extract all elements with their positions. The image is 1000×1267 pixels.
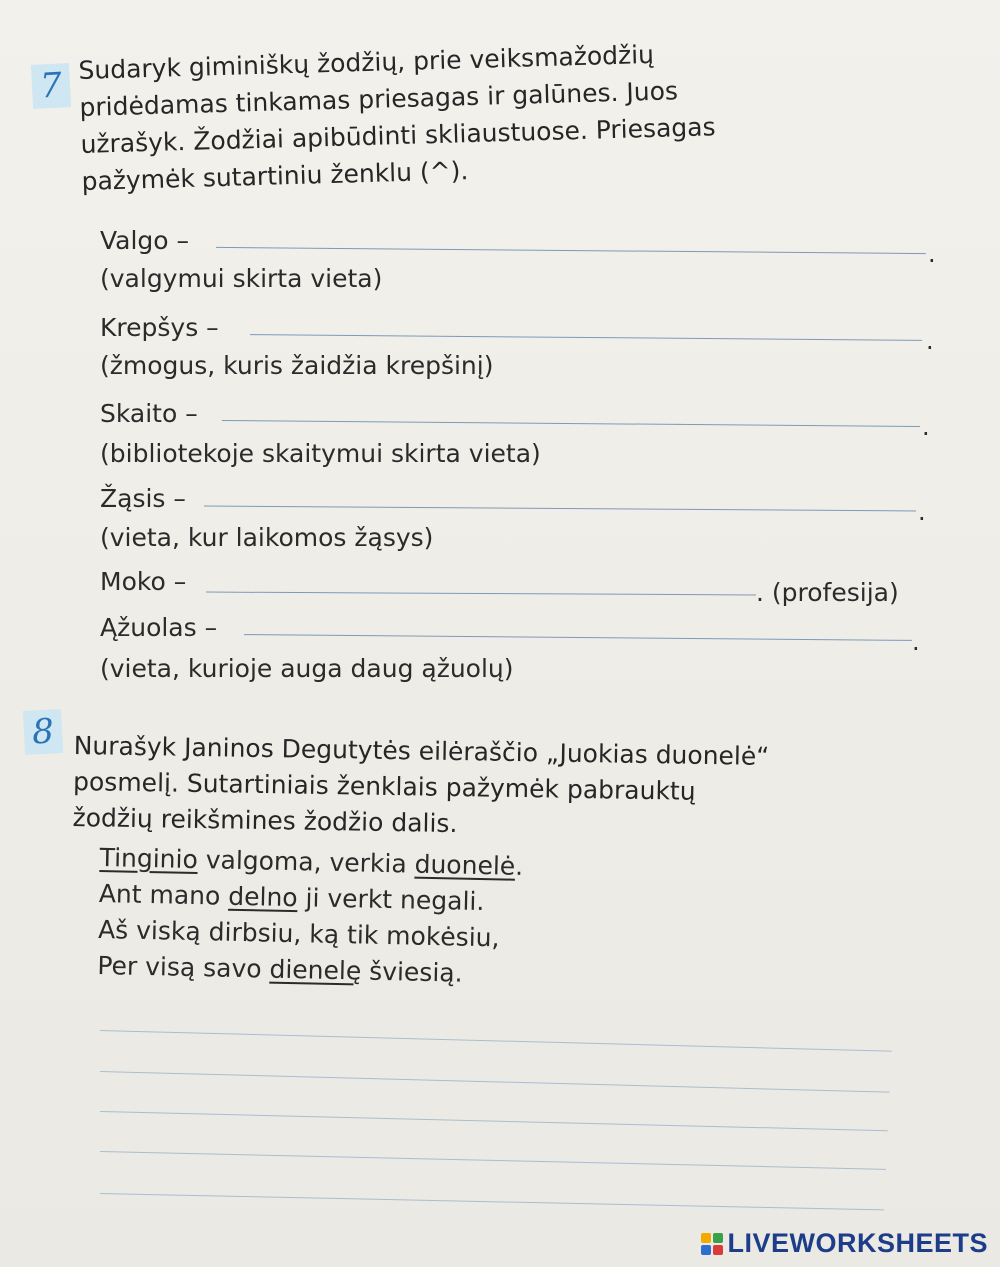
task-8-line-1: Nurašyk Janinos Degutytės eilėraščio „Juokias duonelė“ [73, 730, 770, 771]
item-valgo-answer-line[interactable] [216, 247, 926, 254]
item-azuolas-answer-line[interactable] [244, 634, 912, 641]
task-7-instructions [78, 34, 717, 200]
item-krepsys-answer-line[interactable] [250, 334, 922, 341]
item-moko-answer-line[interactable] [206, 592, 756, 596]
period: . [922, 413, 930, 441]
item-azuolas-hint: (vieta, kurioje auga daug ąžuolų) [100, 654, 514, 683]
item-krepsys-hint: (žmogus, kuris žaidžia krepšinį) [100, 351, 494, 380]
logo-mark-icon [701, 1233, 723, 1255]
period: . [926, 327, 934, 355]
task-8-instructions [72, 728, 769, 847]
logo-text: LIVEWORKSHEETS [727, 1228, 988, 1258]
task-7-line-2: pridėdamas tinkamas priesagas ir galūnes. Juos [79, 76, 679, 122]
item-valgo-hint: (valgymui skirta vieta) [100, 264, 383, 293]
writing-line[interactable] [100, 1071, 890, 1093]
writing-line[interactable] [100, 1151, 886, 1170]
period: . [918, 498, 926, 526]
poem [97, 840, 524, 993]
task-8-line-2: posmelį. Sutartiniais ženklais pažymėk pabrauktų [72, 766, 696, 806]
poem-line-2: Ant mano delno ji verkt negali. [98, 878, 485, 917]
poem-underlined-word: duonelė [414, 849, 516, 881]
task-7-line-3: užrašyk. Žodžiai apibūdinti skliaustuose. Priesagas [80, 112, 716, 159]
writing-line[interactable] [100, 1030, 892, 1052]
item-valgo-word: Valgo – [100, 226, 190, 255]
poem-underlined-word: dienelę [269, 954, 362, 986]
liveworksheets-logo [701, 1228, 988, 1259]
poem-line-4: Per visą savo dienelę šviesią. [97, 950, 463, 988]
task-8-line-3: žodžių reikšmines žodžio dalis. [72, 802, 458, 839]
item-skaito-answer-line[interactable] [222, 420, 920, 427]
item-moko-hint-wrap: . (profesija) [756, 578, 899, 607]
item-moko-hint: (profesija) [771, 578, 899, 607]
period: . [928, 240, 936, 268]
poem-line-3: Aš viską dirbsiu, ką tik mokėsiu, [97, 914, 500, 953]
writing-line[interactable] [100, 1111, 888, 1131]
item-zasis-answer-line[interactable] [204, 506, 916, 512]
item-skaito-hint: (bibliotekoje skaitymui skirta vieta) [100, 439, 541, 468]
poem-line-1: Tinginio valgoma, verkia duonelė. [99, 842, 524, 881]
poem-underlined-word: Tinginio [99, 842, 199, 875]
item-zasis-hint: (vieta, kur laikomos žąsys) [100, 523, 434, 552]
item-krepsys-word: Krepšys – [100, 313, 219, 342]
item-azuolas-word: Ąžuolas – [100, 613, 218, 642]
item-moko-word: Moko – [100, 567, 187, 596]
task-7-line-4: pažymėk sutartiniu ženklu (^). [81, 156, 469, 196]
task-8-number: 8 [23, 709, 63, 755]
period: . [912, 628, 920, 656]
poem-underlined-word: delno [228, 881, 298, 913]
task-7-number: 7 [31, 63, 71, 109]
task-7-line-1: Sudaryk giminiškų žodžių, prie veiksmažodžių [78, 39, 655, 85]
item-zasis-word: Žąsis – [100, 484, 186, 513]
item-skaito-word: Skaito – [100, 399, 198, 428]
writing-line[interactable] [100, 1193, 884, 1210]
